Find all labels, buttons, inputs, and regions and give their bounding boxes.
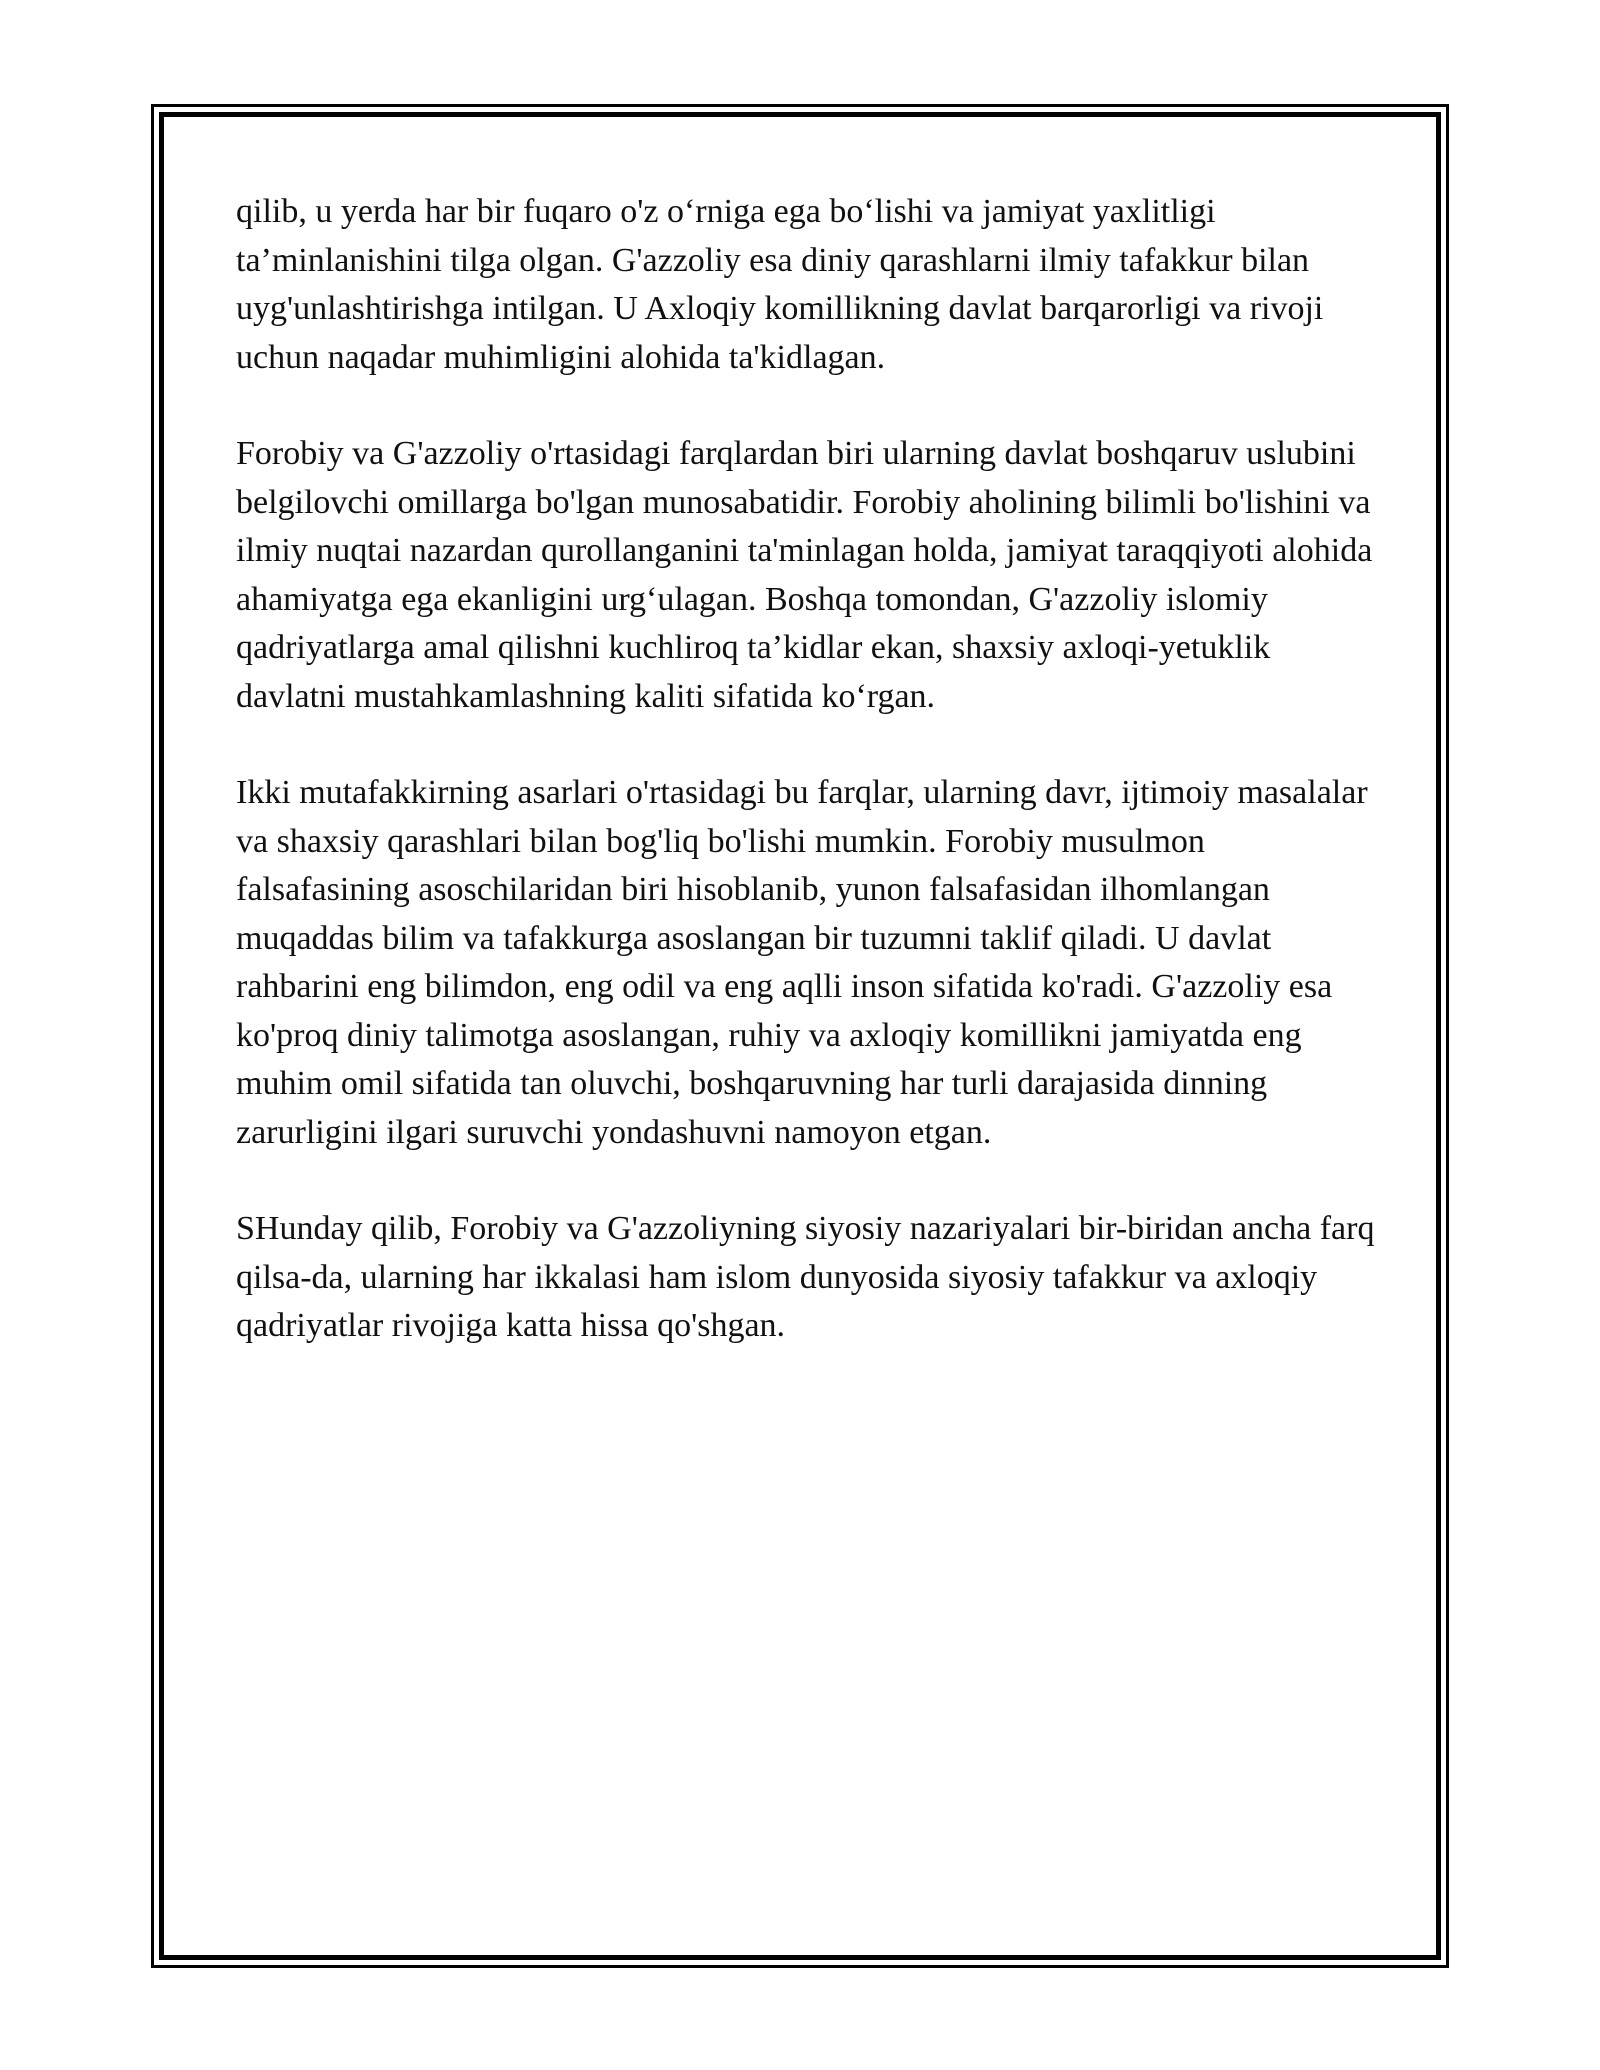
- document-body: [236, 188, 1376, 1399]
- paragraph-4: SHunday qilib, Forobiy va G'azzoliyning siyosiy nazariyalari bir-biridan ancha farq qilsa-da, ularning har ikkalasi ham islom dunyosida siyosiy tafakkur va axloqiy qadriyatlar rivojiga katta hissa qo'shgan.: [236, 1210, 1375, 1344]
- paragraph-3: Ikki mutafakkirning asarlari o'rtasidagi bu farqlar, ularning davr, ijtimoiy masalalar va shaxsiy qarashlari bilan bog'liq bo'lishi mumkin. Forobiy musulmon falsafasining asoschilaridan biri hisoblanib, yunon falsafasidan ilhomlangan muqaddas bilim va tafakkurga asoslangan bir tuzumni taklif qiladi. U davlat rahbarini eng bilimdon, eng odil va eng aqlli inson sifatida ko'radi. G'azzoliy esa ko'proq diniy talimotga asoslangan, ruhiy va axloqiy komillikni jamiyatda eng muhim omil sifatida tan oluvchi, boshqaruvning har turli darajasida dinning zarurligini ilgari suruvchi yondashuvni namoyon etgan.: [236, 774, 1368, 1151]
- paragraph-1: qilib, u yerda har bir fuqaro o'z o‘rniga ega bo‘lishi va jamiyat yaxlitligi ta’minlanishini tilga olgan. G'azzoliy esa diniy qarashlarni ilmiy tafakkur bilan uyg'unlashtirishga intilgan. U Axloqiy komillikning davlat barqarorligi va rivoji uchun naqadar muhimligini alohida ta'kidlagan.: [236, 193, 1324, 376]
- paragraph-2: Forobiy va G'azzoliy o'rtasidagi farqlardan biri ularning davlat boshqaruv uslubini belgilovchi omillarga bo'lgan munosabatidir. Forobiy aholining bilimli bo'lishini va ilmiy nuqtai nazardan qurollanganini ta'minlagan holda, jamiyat taraqqiyoti alohida ahamiyatga ega ekanligini urg‘ulagan. Boshqa tomondan, G'azzoliy islomiy qadriyatlarga amal qilishni kuchliroq ta’kidlar ekan, shaxsiy axloqi-yetuklik davlatni mustahkamlashning kaliti sifatida ko‘rgan.: [236, 435, 1373, 715]
